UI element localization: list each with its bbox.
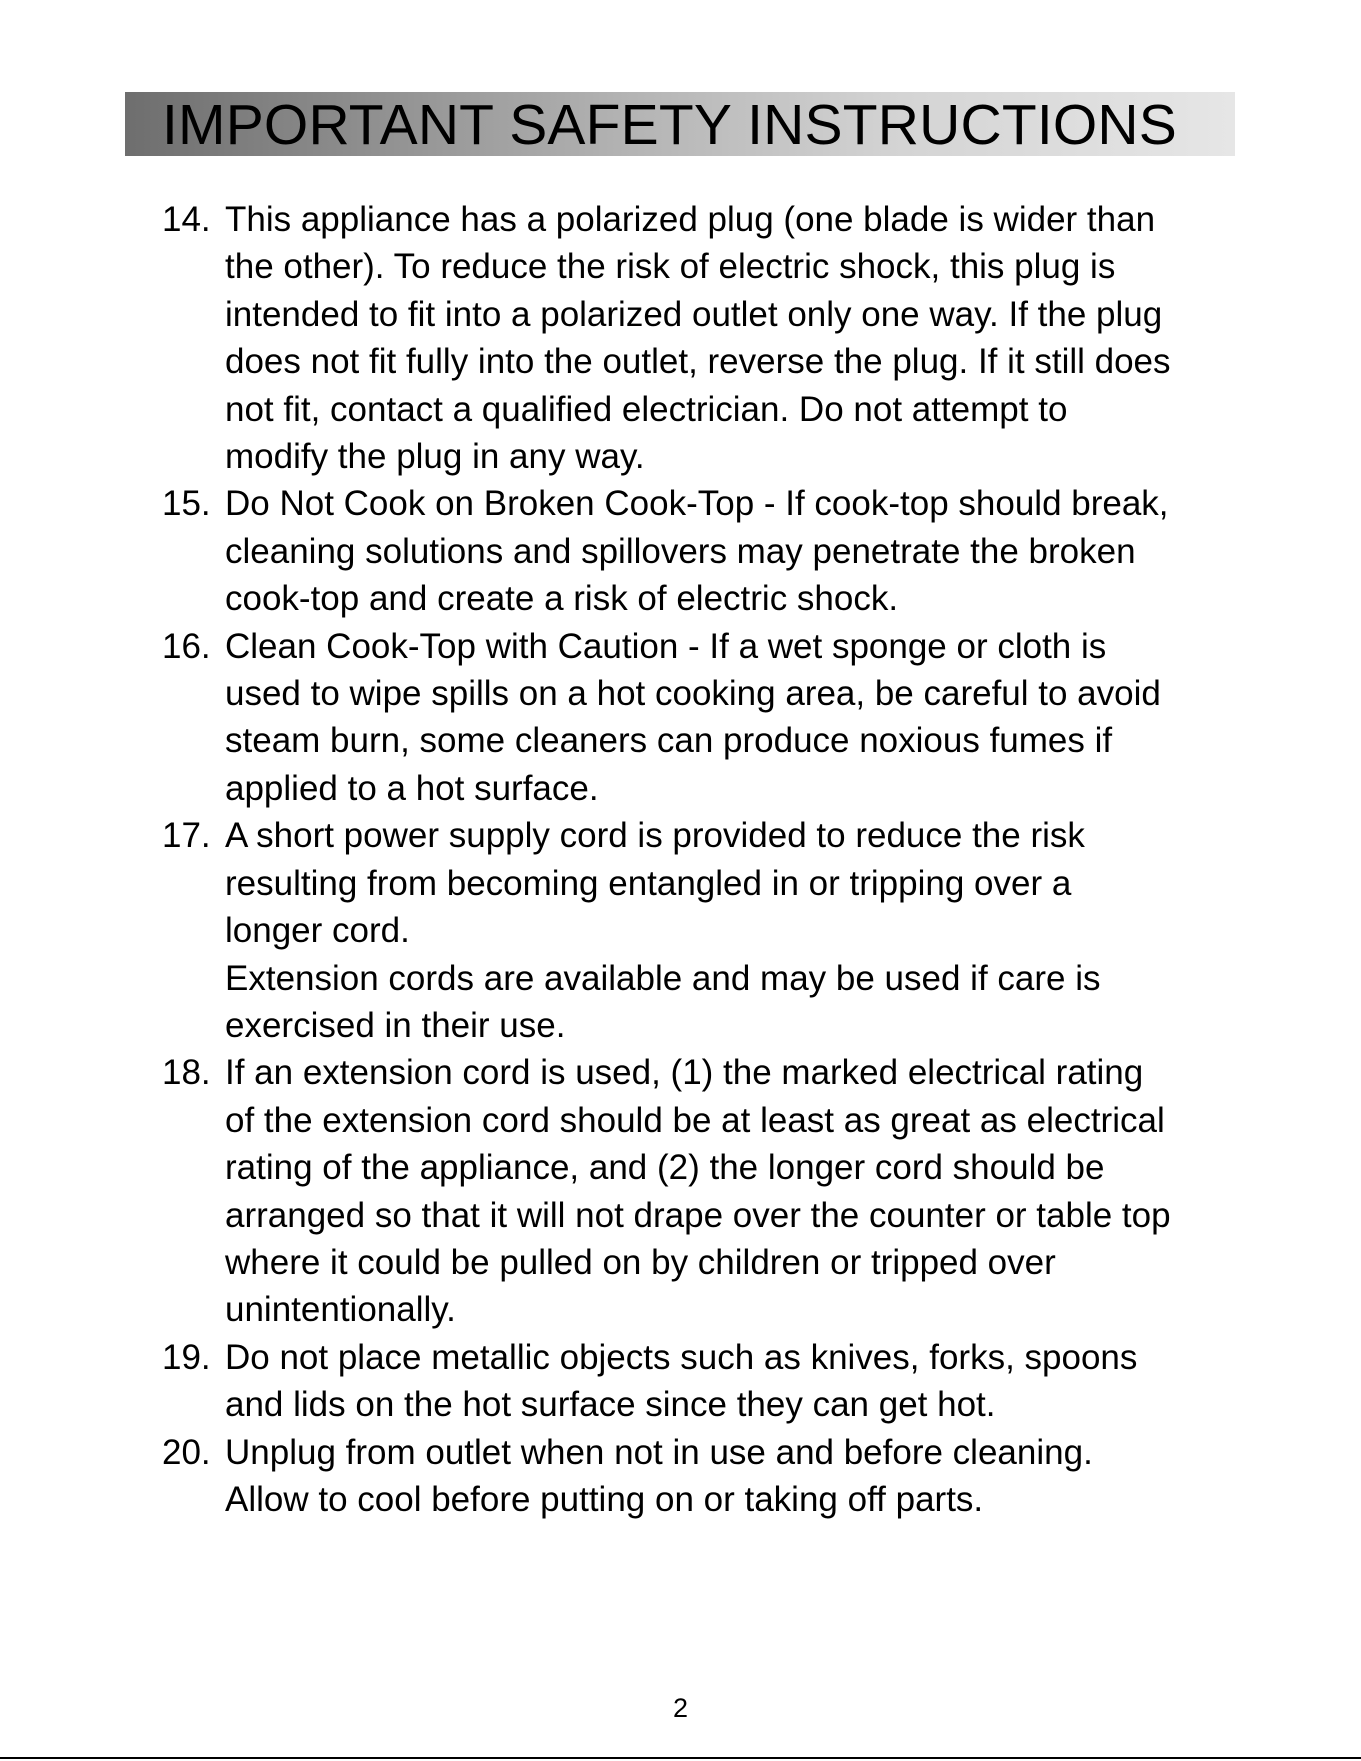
item-text-line: rating of the appliance, and (2) the longer cord should be [225,1148,1105,1188]
item-text-line: If an extension cord is used, (1) the marked electrical rating [225,1053,1144,1093]
item-number: 16. [162,626,211,666]
item-number: 14. [162,200,211,239]
item-text-line: resulting from becoming entangled in or tripping over a [225,863,1072,903]
item-text-line: A short power supply cord is provided to reduce the risk [225,816,1085,856]
item-text-line: and lids on the hot surface since they can get hot. [225,1385,996,1425]
item-text-line: used to wipe spills on a hot cooking area, be careful to avoid [225,674,1161,714]
item-text-line: cleaning solutions and spillovers may penetrate the broken [225,531,1136,571]
item-text-line: does not fit fully into the outlet, reverse the plug. If it still does [225,342,1171,382]
item-text-line: This appliance has a polarized plug (one blade is wider than [225,200,1156,239]
item-text-line: exercised in their use. [225,1005,566,1045]
item-number: 19. [162,1337,211,1377]
item-text-line: not fit, contact a qualified electrician. Do not attempt to [225,389,1068,429]
list-item [162,623,1242,813]
page-number: 2 [672,1693,689,1723]
item-number: 15. [162,484,211,524]
item-text-line: Allow to cool before putting on or taking off parts. [225,1479,984,1519]
item-text-line: arranged so that it will not drape over the counter or table top [225,1195,1171,1235]
item-text-line: applied to a hot surface. [225,768,599,808]
item-text-line: Do not place metallic objects such as knives, forks, spoons [225,1337,1138,1377]
item-number: 20. [162,1432,211,1472]
item-number: 18. [162,1053,211,1093]
list-item [162,812,1242,1049]
list-item [162,480,1242,622]
item-text-line: cook-top and create a risk of electric shock. [225,579,899,619]
item-text-line: longer cord. [225,911,410,951]
list-item [162,1334,1242,1429]
item-text-line: where it could be pulled on by children or tripped over [225,1242,1056,1282]
bottom-rule [0,1757,1361,1759]
list-item [162,1429,1242,1524]
item-number: 17. [162,816,211,856]
page-title: IMPORTANT SAFETY INSTRUCTIONS [162,93,1178,157]
safety-instructions-list [162,196,1242,1523]
item-text-line: Do Not Cook on Broken Cook-Top - If cook-top should break, [225,484,1169,524]
item-text-line: the other). To reduce the risk of electric shock, this plug is [225,247,1116,287]
item-text-line: Extension cords are available and may be used if care is [225,958,1101,998]
item-text-line: Clean Cook-Top with Caution - If a wet sponge or cloth is [225,626,1107,666]
item-text-line: of the extension cord should be at least as great as electrical [225,1100,1165,1140]
item-text-line: intended to fit into a polarized outlet only one way. If the plug [225,294,1163,334]
item-text-line: unintentionally. [225,1290,456,1330]
list-item [162,196,1242,480]
list-item [162,1049,1242,1333]
item-text-line: Unplug from outlet when not in use and before cleaning. [225,1432,1093,1472]
item-text-line: modify the plug in any way. [225,437,645,477]
item-text-line: steam burn, some cleaners can produce noxious fumes if [225,721,1113,761]
